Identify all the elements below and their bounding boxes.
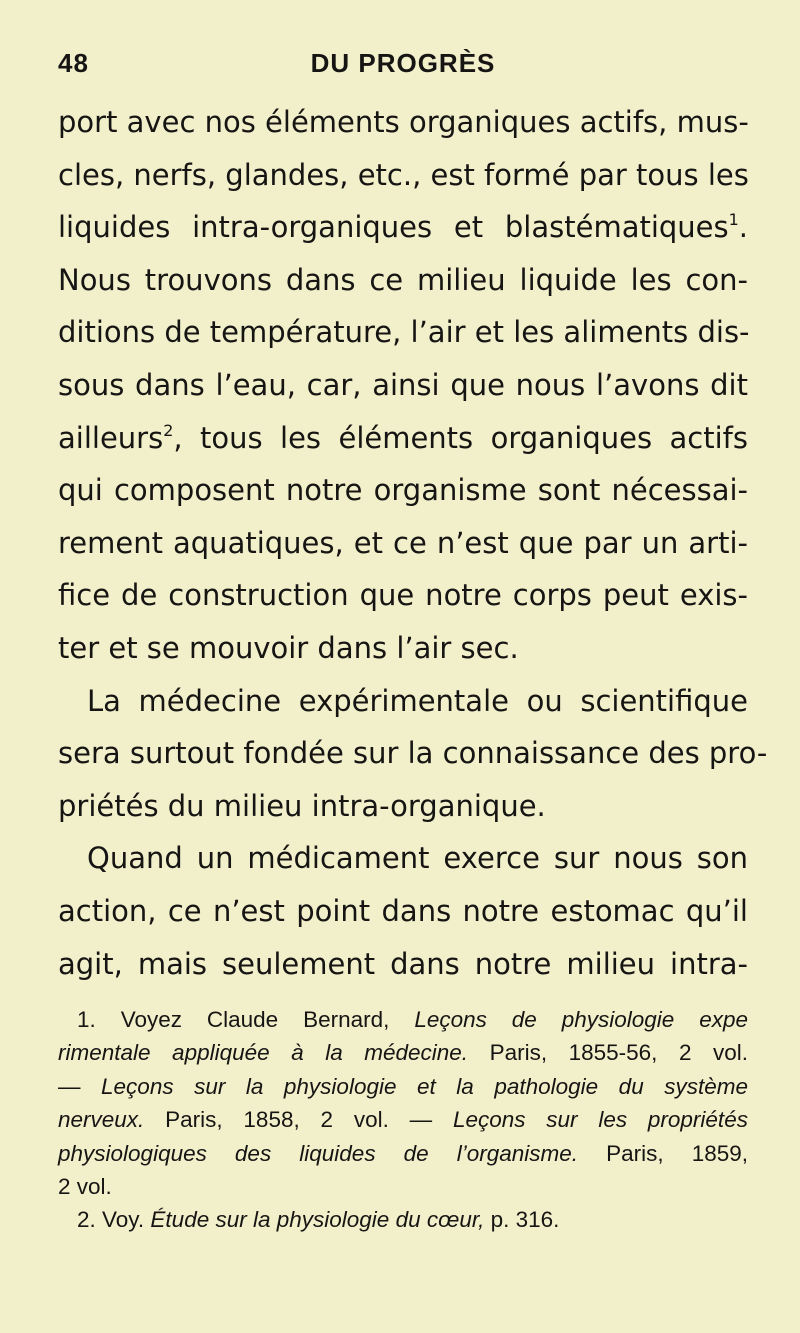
text-line: Nous trouvons dans ce milieu liquide les con-	[58, 262, 748, 297]
text-line: agit, mais seulement dans notre milieu intra-	[58, 946, 748, 981]
footnote-number: 1.	[77, 1007, 96, 1032]
footnote-title: rimentale appliquée à la médecine.	[58, 1040, 469, 1066]
footnote-title: Étude sur la physiologie du cœur,	[150, 1207, 485, 1233]
footnote-line	[58, 1203, 748, 1236]
footnote-title: Leçons sur les propriétés	[452, 1107, 748, 1133]
footnote-text: Paris, 1855-56, 2 vol.	[489, 1040, 748, 1066]
text-line: cles, nerfs, glandes, etc., est formé par tous les	[58, 157, 749, 192]
footnote-ref[interactable]: 2	[163, 420, 174, 440]
page-header	[58, 48, 748, 92]
text-line: La médecine expérimentale ou scientifique	[87, 683, 748, 718]
page-number: 48	[58, 48, 89, 78]
text-line: rement aquatiques, et ce n’est que par un arti-	[58, 525, 748, 560]
text-line: sous dans l’eau, car, ainsi que nous l’avons dit	[58, 367, 748, 402]
footnote-title: nerveux.	[58, 1107, 145, 1133]
footnote-title: Leçons sur la physiologie et la pathologie du système	[101, 1073, 748, 1099]
footnote-line	[58, 1070, 748, 1103]
text-segment: .	[738, 210, 748, 245]
text-segment: tous les éléments organiques actifs	[200, 420, 748, 455]
footnote-line	[58, 1003, 748, 1036]
footnote-text: Paris, 1858, 2 vol. —	[165, 1107, 433, 1133]
text-line: Quand un médicament exerce sur nous son	[87, 841, 748, 876]
text-line	[58, 412, 748, 465]
text-line: qui composent notre organisme sont nécessai-	[58, 473, 748, 508]
footnote-line	[58, 1137, 748, 1170]
footnote-text: —	[58, 1073, 81, 1099]
text-line: ditions de température, l’air et les aliments dis-	[58, 315, 750, 350]
text-line: priétés du milieu intra-organique.	[58, 788, 546, 823]
footnote-line	[58, 1036, 748, 1069]
footnote-text: Paris, 1859,	[606, 1140, 748, 1166]
footnote-text: p. 316.	[490, 1207, 560, 1233]
text-line: sera surtout fondée sur la connaissance des pro-	[58, 736, 768, 771]
footnote-line: 2 vol.	[58, 1173, 112, 1199]
footnote-line	[58, 1103, 748, 1136]
text-segment: ailleurs	[58, 420, 164, 455]
footnotes	[58, 1003, 748, 1237]
text-line: port avec nos éléments organiques actifs, mus-	[58, 105, 749, 139]
footnote-text: Voyez Claude Bernard,	[120, 1007, 390, 1032]
footnote-text: Voy.	[102, 1207, 145, 1233]
text-segment: liquides intra-organiques et blastématiques	[58, 210, 729, 245]
footnote-number: 2.	[77, 1207, 96, 1233]
text-line: action, ce n’est point dans notre estomac qu’il	[58, 893, 748, 928]
text-line	[58, 201, 748, 254]
text-segment: ,	[173, 420, 183, 455]
running-head: DU PROGRÈS	[310, 48, 496, 78]
text-line: fice de construction que notre corps peut exis-	[58, 578, 748, 613]
text-line: ter et se mouvoir dans l’air sec.	[58, 630, 519, 665]
body-text	[58, 96, 768, 990]
footnote-ref[interactable]: 1	[728, 210, 739, 230]
footnote-title: Leçons de physiologie expe	[414, 1007, 748, 1032]
footnote-title: physiologiques des liquides de l’organisme.	[58, 1140, 579, 1166]
